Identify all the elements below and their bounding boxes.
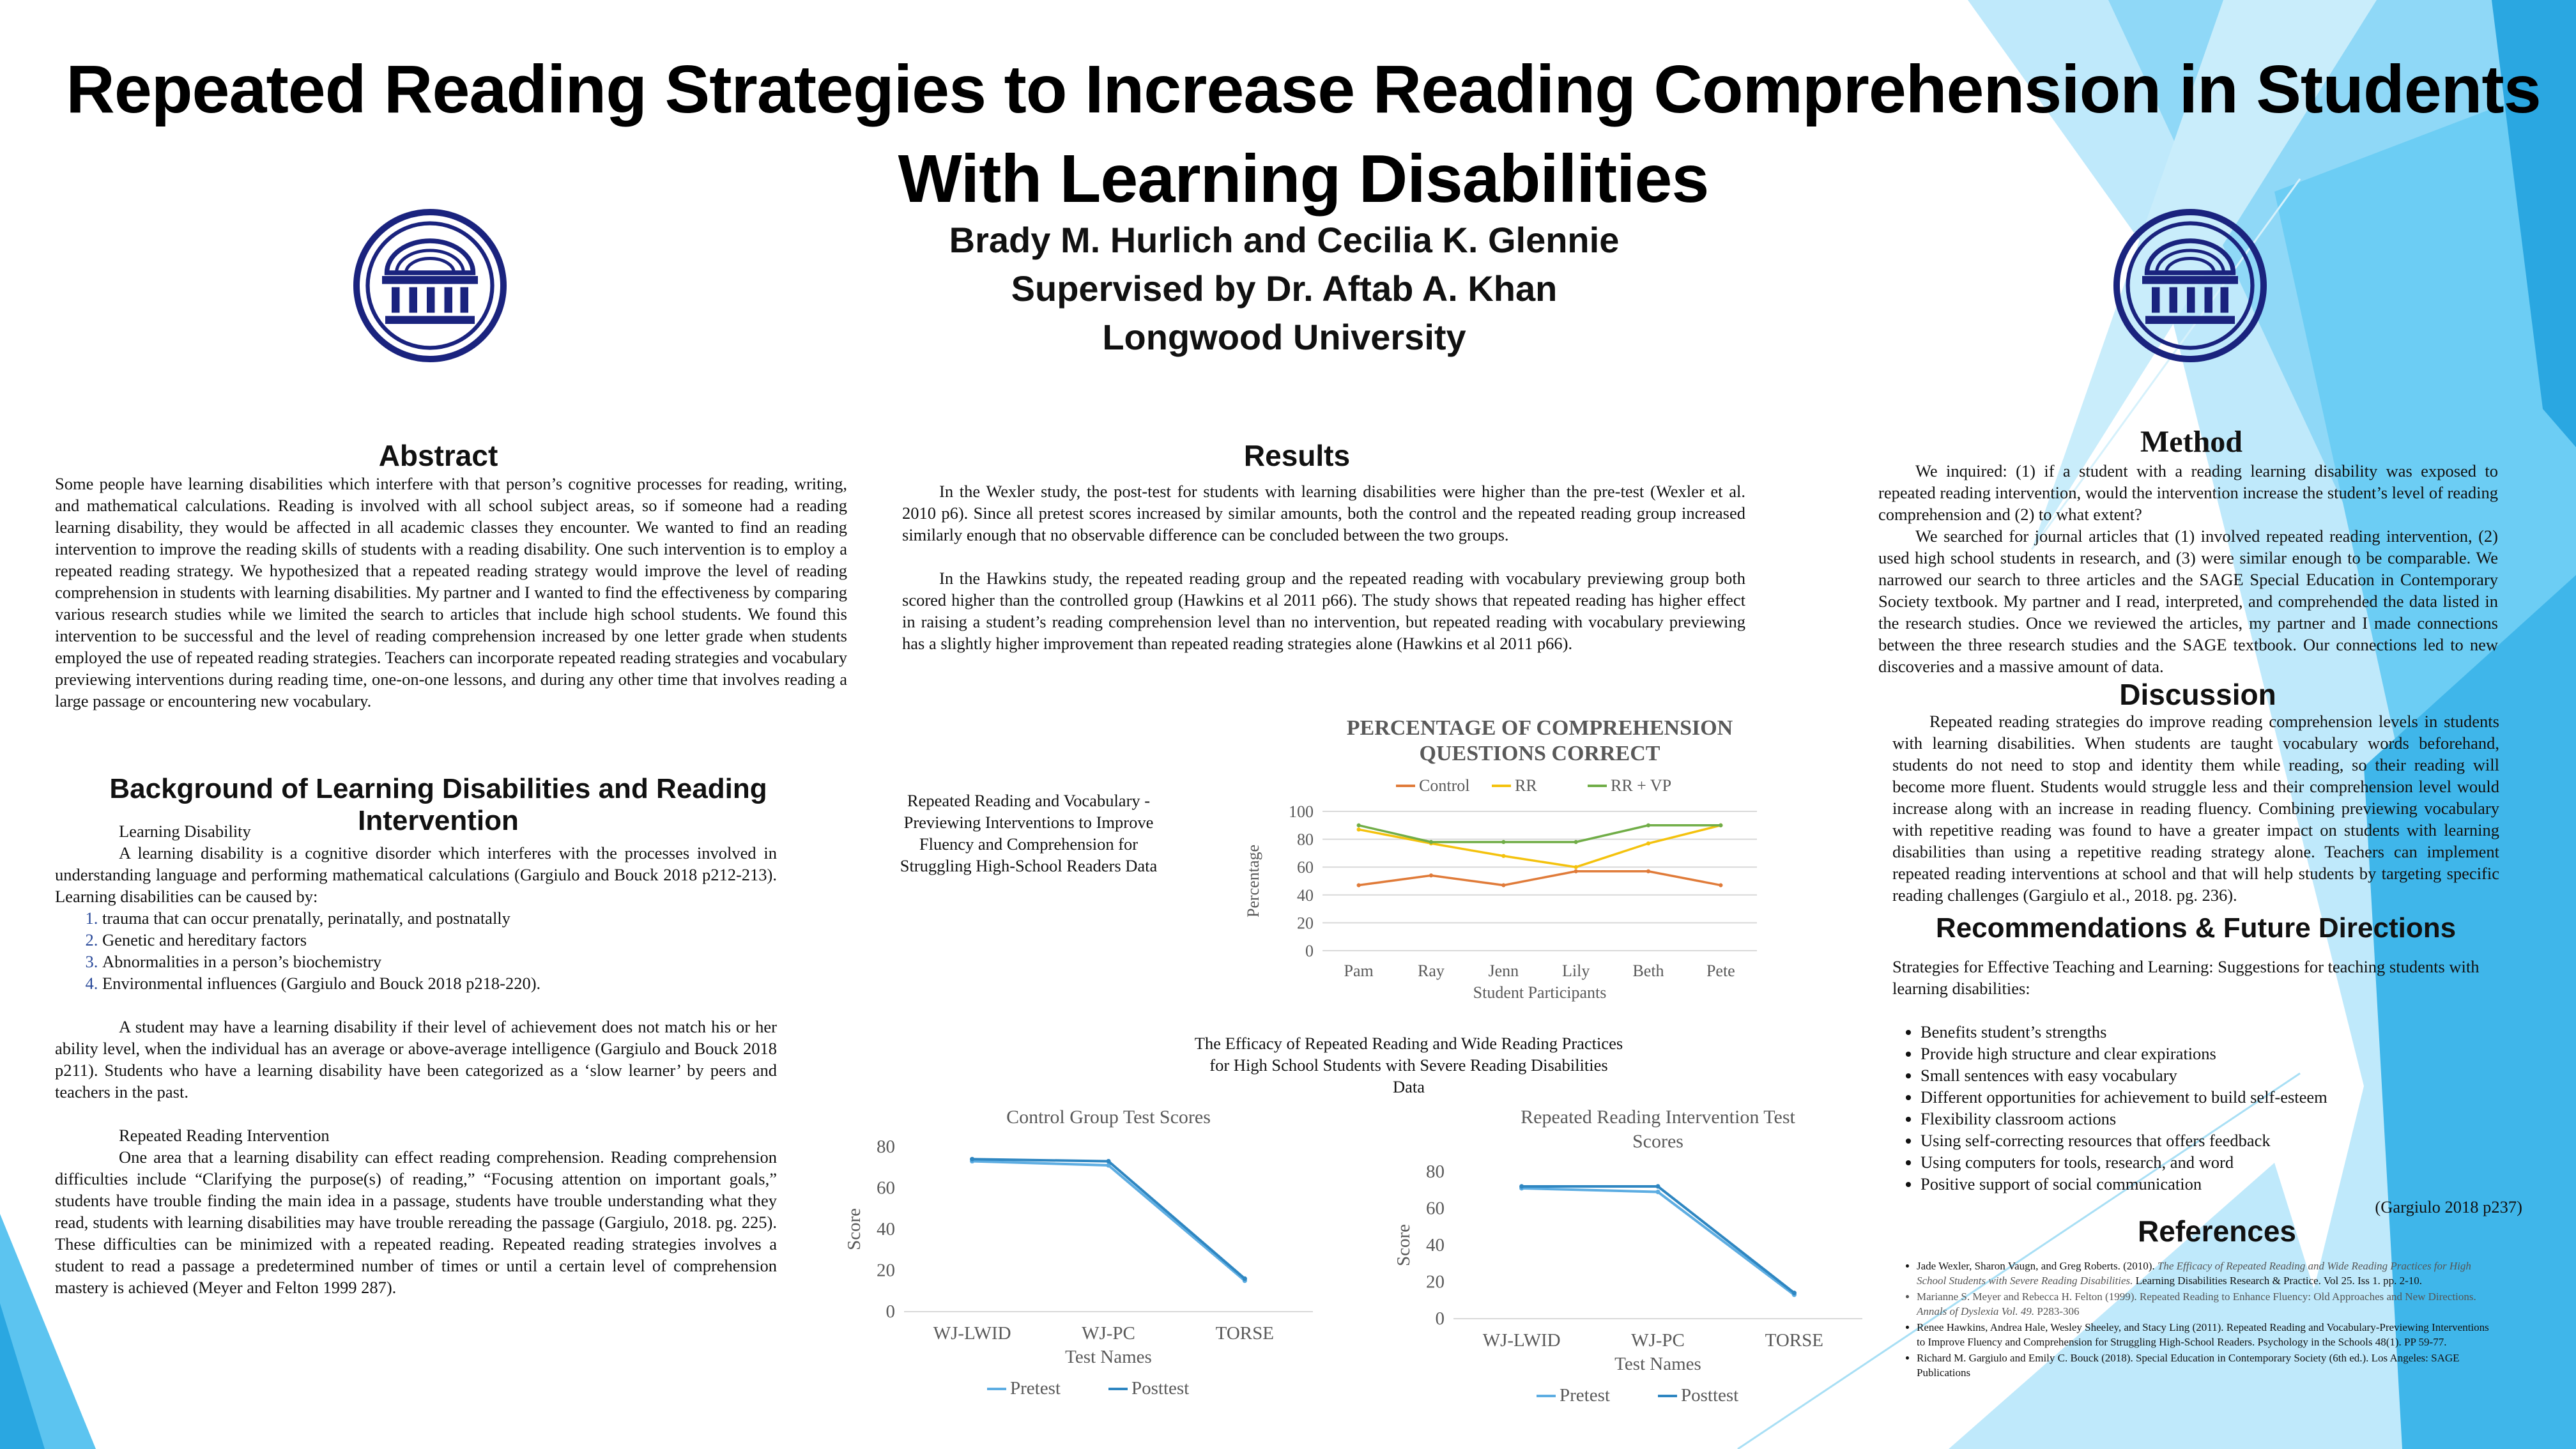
x-axis-title: Student Participants <box>1473 983 1607 1002</box>
list-item: • Flexibility classroom actions <box>1920 1108 2525 1130</box>
reference-text: Marianne S. Meyer and Rebecca H. Felton (1999). Repeated Reading to Enhance Fluency: Old Approaches and New Directions. <box>1917 1291 2476 1303</box>
y-tick-label: 80 <box>1297 830 1314 849</box>
y-axis-title: Score <box>1393 1223 1414 1267</box>
data-point <box>1429 873 1433 877</box>
data-point <box>1574 865 1578 869</box>
series-line <box>1522 1188 1795 1295</box>
y-tick-label: 0 <box>1305 942 1314 960</box>
legend-label: Posttest <box>1131 1378 1190 1399</box>
poster-title: Repeated Reading Strategies to Increase Reading Comprehension in Students With Learning Disabilities <box>66 52 2541 217</box>
abstract-heading: Abstract <box>378 439 498 472</box>
data-point <box>1719 824 1722 827</box>
abstract-paragraph: Some people have learning disabilities which interfere with that person’s cognitive processes for reading, writing, and mathematical calculations. Reading is involved with all school subject areas, so if someone had a reading learning disability, they would be affected in all academic classes they encounter. We wanted to find an reading intervention to improve the reading skills of students with a reading disability. One such intervention is to employ a repeated reading strategy. We hypothesized that a repeated reading strategy would improve the level of reading comprehension in students with learning disabilities. My partner and I wanted to find the effectiveness by comparing various research studies while we limited the search to articles that include high school students. We found this intervention to be successful and the level of reading comprehension increased by one letter grade when students employed the use of repeated reading strategies. Teachers can incorporate repeated reading strategies and vocabulary previewing interventions during reading time, one-on-one lessons, and during any other time that involves reading a large passage or encountering new vocabulary. <box>55 474 847 710</box>
x-tick-label: WJ-LWID <box>933 1323 1011 1344</box>
data-point <box>1646 870 1650 873</box>
list-item: • Positive support of social communication <box>1920 1173 2525 1195</box>
series-line <box>1522 1186 1795 1293</box>
y-axis-title: Percentage <box>1244 844 1262 918</box>
y-tick-label: 60 <box>1426 1198 1445 1219</box>
y-tick-label: 40 <box>877 1219 895 1239</box>
list-item: • Different opportunities for achievement to build self-esteem <box>1920 1086 2525 1108</box>
data-point <box>1655 1184 1660 1188</box>
legend-label: RR + VP <box>1611 776 1672 795</box>
y-tick-label: 40 <box>1297 885 1314 905</box>
y-axis-title: Score <box>844 1208 864 1251</box>
data-point <box>1501 854 1505 858</box>
method-text <box>1878 460 2498 677</box>
university-logo-left <box>350 206 510 365</box>
series-line <box>1359 871 1721 885</box>
y-tick-label: 0 <box>885 1301 895 1322</box>
authors: Brady M. Hurlich and Cecilia K. Glennie <box>949 220 1620 260</box>
references-list <box>1892 1259 2493 1381</box>
reference-item <box>1917 1259 2493 1288</box>
data-point <box>1519 1184 1524 1188</box>
x-axis-title: Test Names <box>1065 1347 1152 1367</box>
chart-title: QUESTIONS CORRECT <box>1419 742 1660 765</box>
control-group-chart <box>843 1099 1342 1406</box>
list-item: • Using computers for tools, research, and word <box>1920 1151 2525 1173</box>
data-point <box>1501 883 1505 887</box>
data-point <box>1357 827 1361 831</box>
y-tick-label: 80 <box>877 1137 895 1157</box>
background-heading: Background of Learning Disabilities and Reading Intervention <box>109 773 767 836</box>
data-point <box>1574 840 1578 844</box>
repeated-reading-paragraph: One area that a learning disability can effect reading comprehension. Reading comprehension difficulties include “Clarifying the purpose(s) of reading,” “Focusing attention on important goals,” students have trouble finding the main idea in a passage, students have trouble understanding what they read, students with learning disabilities may have trouble rereading the passage (Gargiulo, 2018. pg. 225). These difficulties can be minimized with a repeated reading. Repeated reading strategies involves a student to read a passage a predetermined number of times or until a certain level of comprehension mastery is achieved (Meyer and Felton 1999 287). <box>55 1147 777 1297</box>
list-item: 2. Genetic and hereditary factors <box>102 929 777 951</box>
data-point <box>1655 1190 1660 1194</box>
legend-label: Pretest <box>1560 1385 1610 1406</box>
data-point <box>1243 1276 1247 1281</box>
recommendations-text <box>1892 956 2525 1218</box>
data-point <box>1357 824 1361 827</box>
learning-disability-paragraph-2: A student may have a learning disability if their level of achievement does not match his or her ability level, when the individual has an average or above-average intelligence (Gargiulo and Bouck 2018 p211). Students who have a learning disability have been categorized as a ‘slow learner’ by peers and teachers in the past. <box>55 1017 777 1101</box>
recommendations-heading: Recommendations & Future Directions <box>1935 912 2457 944</box>
reference-text: Richard M. Gargiulo and Emily C. Bouck (2018). Special Education in Contemporary Society (6th ed.). Los Angeles: SAGE Publications <box>1917 1352 2460 1379</box>
chart-title: Repeated Reading Intervention Test <box>1521 1107 1795 1128</box>
x-tick-label: Pete <box>1706 962 1735 980</box>
supervisor: Supervised by Dr. Aftab A. Khan <box>1011 268 1558 309</box>
data-point <box>1646 824 1650 827</box>
method-heading: Method <box>2140 425 2242 459</box>
legend-label: Pretest <box>1010 1378 1061 1399</box>
series-line <box>972 1159 1245 1278</box>
reference-title: The Efficacy of Repeated Reading and Wide Reading Practices for High School Students with Severe Reading Disabilities. <box>1917 1260 2471 1287</box>
list-item: • Provide high structure and clear expirations <box>1920 1043 2525 1064</box>
learning-disability-subtitle: Learning Disability <box>119 822 251 841</box>
x-tick-label: WJ-PC <box>1631 1330 1685 1351</box>
data-point <box>1574 870 1578 873</box>
series-line <box>1359 825 1721 867</box>
abstract-text <box>55 473 847 712</box>
results-text <box>902 480 1745 654</box>
reference-text: Renee Hawkins, Andrea Hale, Wesley Sheeley, and Stacy Ling (2011). Repeated Reading and Vocabulary-Previewing Interventions to Improve Fluency and Comprehension for Struggling High-School Readers. Psychology in the Schools 48(1). PP 59-77. <box>1917 1321 2489 1348</box>
chart-title: Control Group Test Scores <box>1006 1107 1211 1128</box>
background-text <box>55 820 777 1298</box>
reference-source: Learning Disabilities Research & Practice. Vol 25. Iss 1. pp. 2-10. <box>2133 1275 2422 1287</box>
x-tick-label: Pam <box>1344 962 1374 980</box>
reference-item <box>1917 1351 2493 1380</box>
references-heading: References <box>2137 1215 2297 1248</box>
data-point <box>1501 840 1505 844</box>
caption-line: The Efficacy of Repeated Reading and Wide Reading Practices <box>1194 1034 1623 1053</box>
list-item: • Using self-correcting resources that offers feedback <box>1920 1130 2525 1151</box>
data-point <box>1719 883 1722 887</box>
data-point <box>970 1157 974 1162</box>
series-line <box>972 1162 1245 1281</box>
chart-title: PERCENTAGE OF COMPREHENSION <box>1346 716 1733 740</box>
y-tick-label: 0 <box>1435 1308 1445 1329</box>
repeated-reading-chart <box>1393 1099 1904 1412</box>
y-tick-label: 60 <box>877 1177 895 1199</box>
x-tick-label: TORSE <box>1765 1330 1823 1351</box>
y-tick-label: 80 <box>1426 1162 1445 1182</box>
list-item: 3. Abnormalities in a person’s biochemistry <box>102 951 777 972</box>
discussion-heading: Discussion <box>2119 678 2276 711</box>
legend-label: Control <box>1419 776 1470 795</box>
learning-disability-paragraph: A learning disability is a cognitive disorder which interferes with the processes involved in understanding language and performing mathematical calculations (Gargiulo and Bouck 2018 p212-213). Learning disabilities can be caused by: <box>55 843 777 906</box>
x-tick-label: TORSE <box>1215 1323 1274 1344</box>
method-paragraph-2: We searched for journal articles that (1) involved repeated reading intervention, (2) used high school students in research, and (3) were similar enough to be comparable. We narrowed our search to three articles and the SAGE Special Education in Contemporary Society textbook. My partner and I read, interpreted, and comprehended the data listed in the research studies. Once we reviewed the articles, my partner and I made connections between the three research studies and the SAGE textbook. Our connections led to new discoveries and a massive amount of data. <box>1878 526 2498 676</box>
data-point <box>1429 840 1433 844</box>
y-tick-label: 20 <box>1297 914 1314 933</box>
reference-source: P283-306 <box>2034 1305 2080 1317</box>
chart-caption-hawkins: Repeated Reading and Vocabulary -Previewing Interventions to Improve Fluency and Comprehension for Struggling High-School Readers Data <box>900 791 1158 875</box>
legend-label: RR <box>1515 776 1537 795</box>
results-paragraph-2: In the Hawkins study, the repeated reading group and the repeated reading with vocabulary previewing group both scored higher than the controlled group (Hawkins et al 2011 p66). The study shows that repeated reading has higher effect in raising a student’s reading comprehension level than no intervention, but repeated reading with vocabulary previewing has a slightly higher improvement than repeated reading strategies alone (Hawkins et al 2011 p66). <box>902 569 1745 653</box>
list-item: 4. Environmental influences (Gargiulo and Bouck 2018 p218-220). <box>102 972 777 994</box>
data-point <box>1646 841 1650 845</box>
recommendations-intro: Strategies for Effective Teaching and Learning: Suggestions for teaching students with learning disabilities: <box>1892 957 2480 998</box>
y-tick-label: 20 <box>877 1260 895 1281</box>
list-item: • Small sentences with easy vocabulary <box>1920 1064 2525 1086</box>
y-tick-label: 100 <box>1289 802 1314 821</box>
chart-title: Scores <box>1632 1131 1683 1152</box>
x-tick-label: WJ-PC <box>1082 1323 1135 1344</box>
x-tick-label: Beth <box>1632 962 1664 980</box>
x-tick-label: Ray <box>1418 962 1445 980</box>
reference-item <box>1917 1289 2493 1319</box>
results-heading: Results <box>1243 439 1351 472</box>
data-point <box>1357 883 1361 887</box>
y-tick-label: 20 <box>1426 1271 1445 1292</box>
y-tick-label: 60 <box>1297 858 1314 877</box>
list-item: • Benefits student’s strengths <box>1920 1021 2525 1043</box>
reference-item <box>1917 1320 2493 1349</box>
legend-label: Posttest <box>1681 1385 1739 1406</box>
university-logo-right <box>2110 206 2270 365</box>
caption-line: Data <box>1392 1077 1425 1096</box>
data-point <box>1792 1291 1797 1295</box>
x-axis-title: Test Names <box>1614 1354 1701 1374</box>
causes-list <box>55 907 777 994</box>
comprehension-line-chart <box>1239 708 1776 1008</box>
caption-line: for High School Students with Severe Reading Disabilities <box>1209 1055 1608 1075</box>
recommendations-citation: (Gargiulo 2018 p237) <box>2375 1197 2522 1216</box>
reference-text: Jade Wexler, Sharon Vaugn, and Greg Roberts. (2010). <box>1917 1260 2158 1272</box>
institution: Longwood University <box>1102 317 1466 357</box>
data-point <box>1106 1159 1110 1163</box>
discussion-text <box>1892 710 2499 906</box>
chart-caption-wexler <box>1048 1032 1770 1098</box>
y-tick-label: 40 <box>1426 1235 1445 1255</box>
recommendations-list <box>1892 1021 2525 1195</box>
x-tick-label: WJ-LWID <box>1482 1330 1561 1351</box>
author-block <box>831 216 1738 362</box>
repeated-reading-subtitle: Repeated Reading Intervention <box>119 1126 330 1145</box>
x-tick-label: Jenn <box>1488 962 1519 980</box>
x-tick-label: Lily <box>1561 962 1590 980</box>
discussion-paragraph: Repeated reading strategies do improve reading comprehension levels in students with learning disabilities. When students are taught vocabulary words beforehand, students do not need to stop and identity them while reading, so their reading will become more fluent. Students would struggle less and their comprehension level would increase along with an increase in reading fluency. Combining previewing vocabulary with repetitive reading was found to have a greater impact on students with learning disabilities than using a repetitive reading strategy alone. Teachers can implement repeated reading interventions at school and that will help students by targeting specific reading challenges (Gargiulo et al., 2018. pg. 236). <box>1892 712 2499 905</box>
results-paragraph-1: In the Wexler study, the post-test for students with learning disabilities were higher than the pre-test (Wexler et al. 2010 p6). Since all pretest scores increased by similar amounts, both the control and the repeated reading group increased similarly enough that no observable difference can be concluded between the two groups. <box>902 482 1745 544</box>
reference-title: Annals of Dyslexia Vol. 49. <box>1917 1305 2035 1317</box>
method-paragraph-1: We inquired: (1) if a student with a reading learning disability was exposed to repeated reading intervention, would the intervention increase the student’s level of reading comprehension and (2) to what extent? <box>1878 461 2498 524</box>
list-item: 1. trauma that can occur prenatally, perinatally, and postnatally <box>102 907 777 929</box>
